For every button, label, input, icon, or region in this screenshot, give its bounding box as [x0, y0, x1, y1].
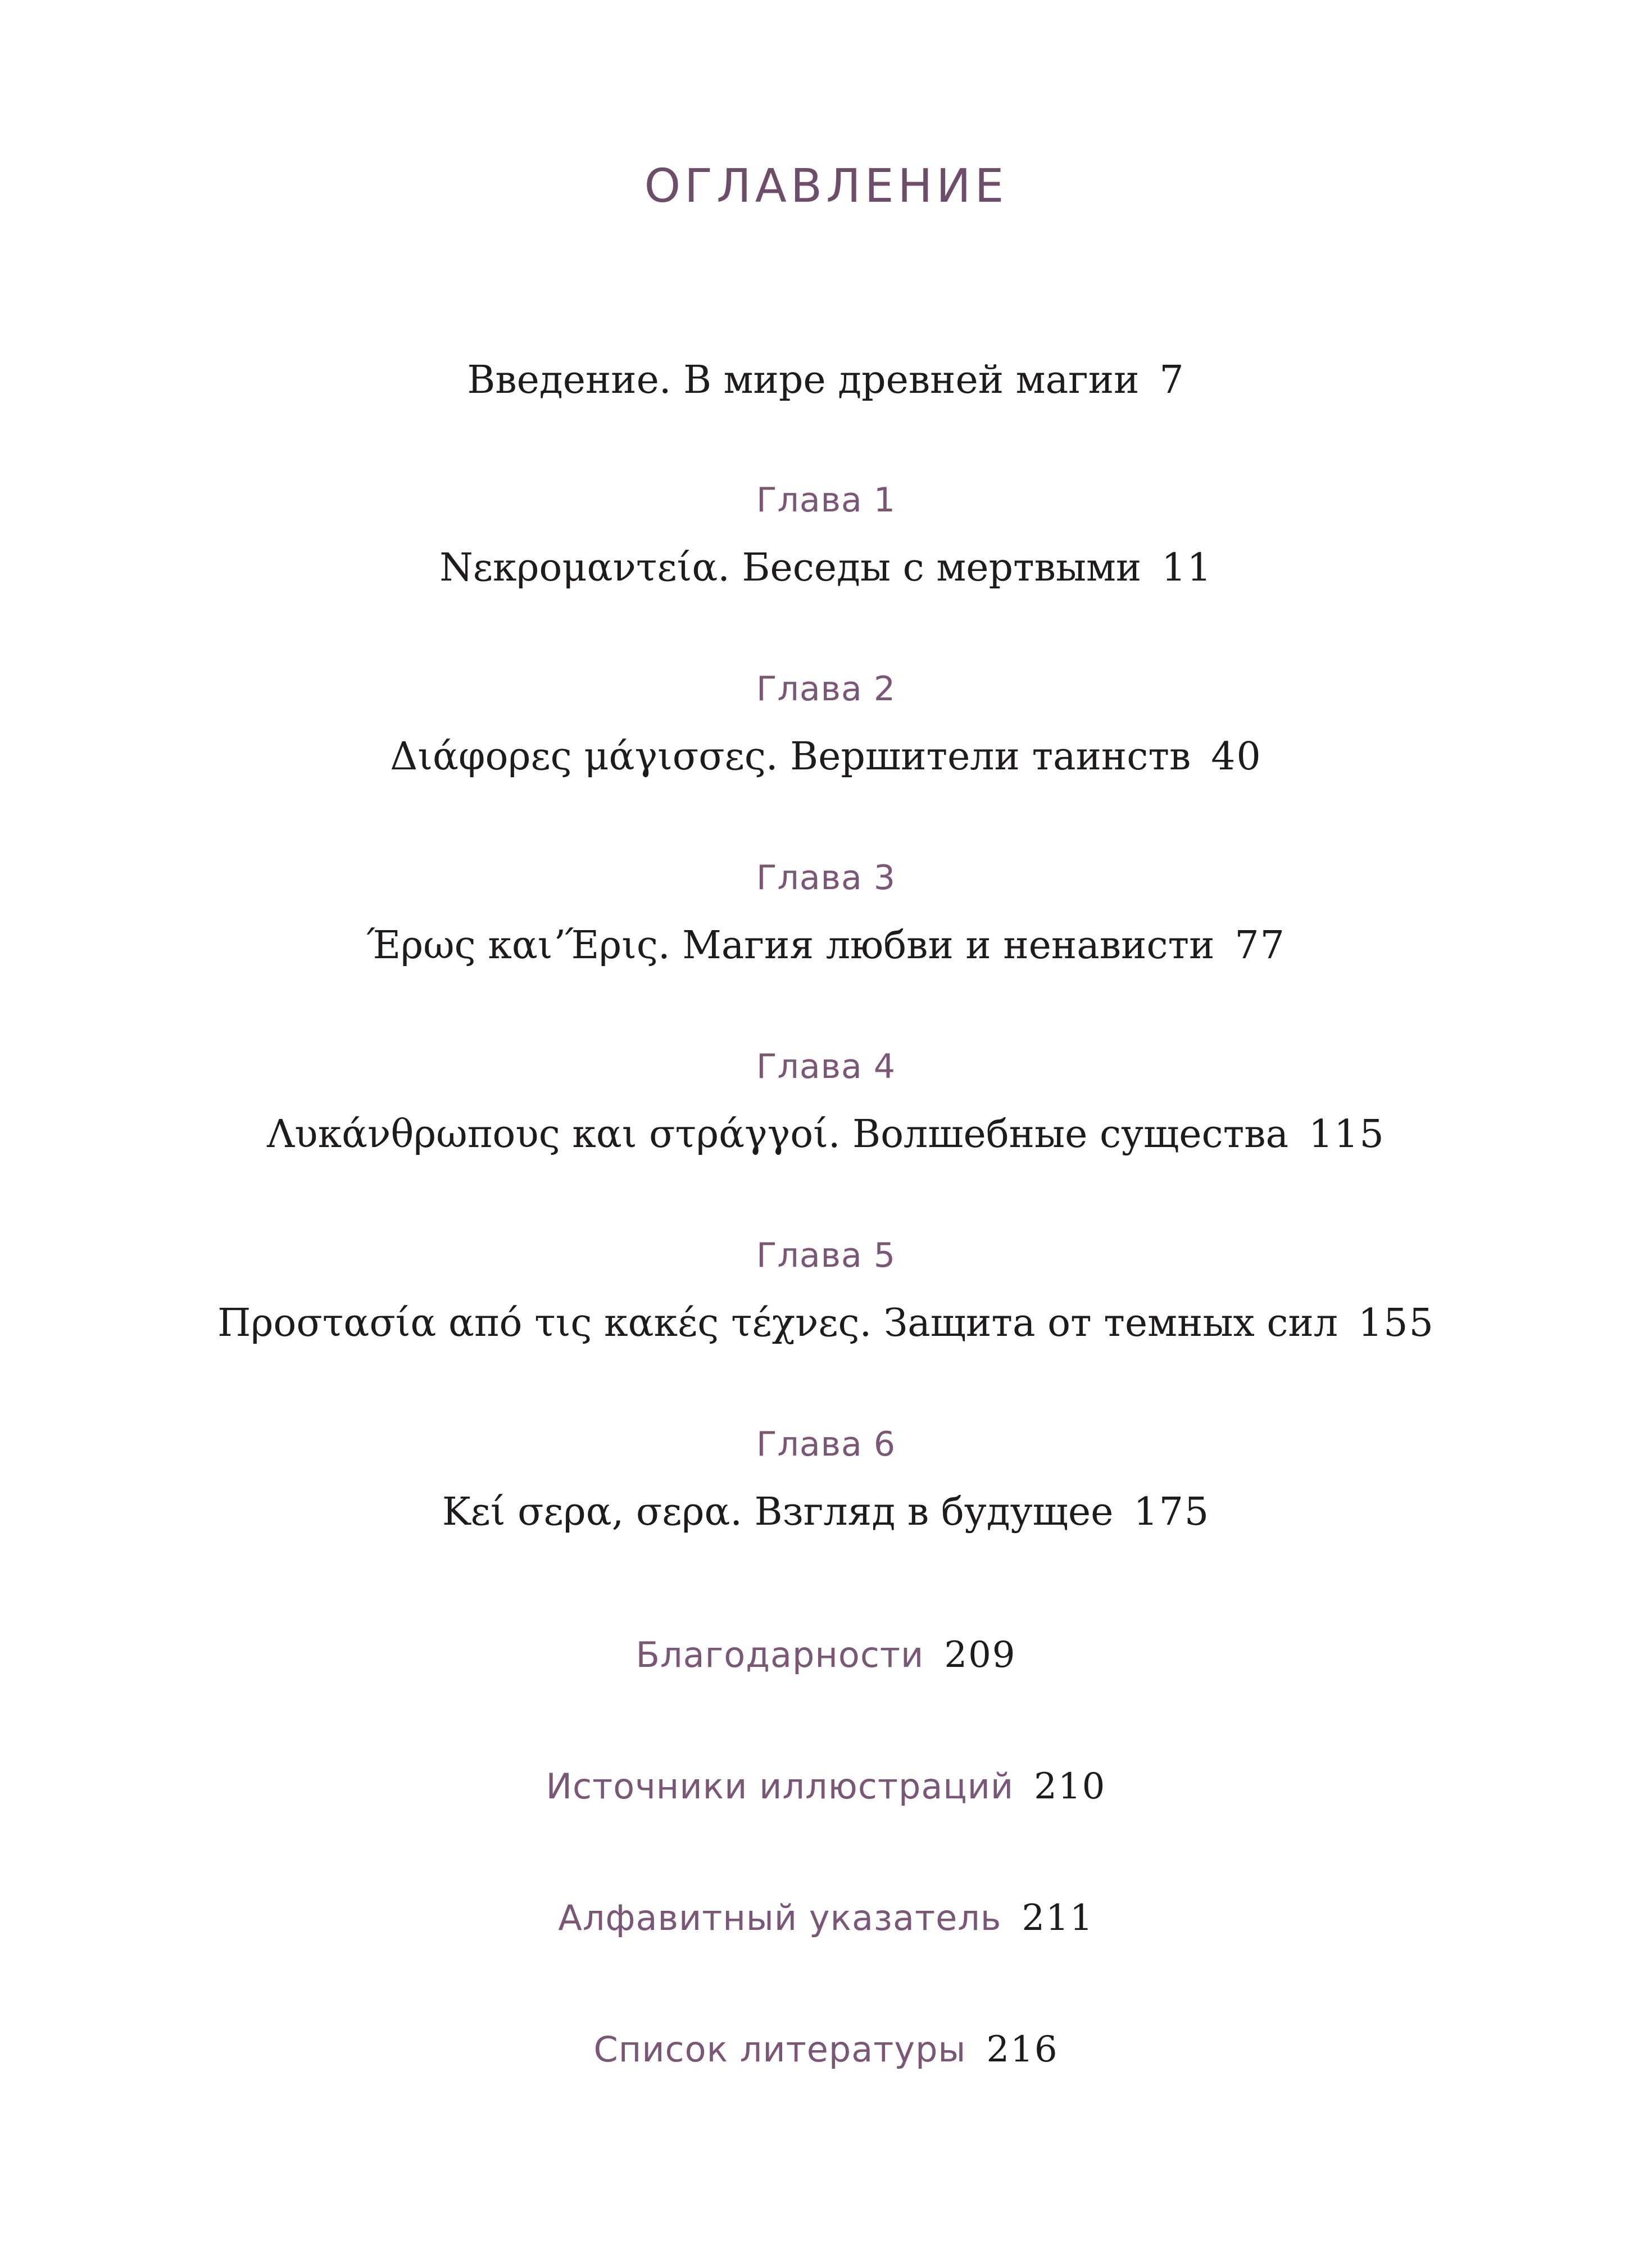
entry-title: Введение. В мире древней магии	[467, 358, 1140, 402]
toc-entry-chapter-3[interactable]	[0, 921, 1652, 971]
chapter-label-3: Глава 3	[756, 858, 896, 898]
page-number: 11	[1161, 546, 1213, 590]
page-number: 115	[1309, 1112, 1385, 1157]
toc-entry-chapter-6[interactable]	[0, 1487, 1652, 1538]
toc-entry-intro[interactable]	[0, 355, 1652, 406]
entry-title: Διάφορες μάγισσες. Вершители таинств	[390, 735, 1191, 779]
toc-entry-chapter-1[interactable]	[0, 543, 1652, 593]
page-number: 216	[986, 2029, 1059, 2070]
page-number: 210	[1034, 1766, 1106, 1807]
toc-entry-acknowledgements[interactable]	[0, 1630, 1652, 1680]
page-number: 155	[1358, 1301, 1435, 1345]
entry-title: Έρως καιʼΈρις. Магия любви и ненависти	[366, 923, 1215, 968]
toc-entry-chapter-5[interactable]	[0, 1298, 1652, 1349]
entry-title: Προστασία από τις κακές τέχνες. Защита от темных сил	[217, 1301, 1338, 1345]
page-number: 7	[1159, 358, 1185, 402]
toc-entry-bibliography[interactable]	[0, 2024, 1652, 2075]
entry-title: Источники иллюстраций	[546, 1766, 1014, 1807]
page-number: 211	[1022, 1897, 1094, 1939]
page-number: 175	[1133, 1490, 1210, 1534]
chapter-label-6: Глава 6	[756, 1425, 896, 1464]
page-number: 77	[1235, 923, 1286, 968]
entry-title: Алфавитный указатель	[558, 1897, 1002, 1938]
entry-title: Κεί σερα, σερα. Взгляд в будущее	[442, 1490, 1114, 1534]
chapter-label-4: Глава 4	[756, 1047, 896, 1086]
page-number: 209	[944, 1634, 1016, 1676]
chapter-label-1: Глава 1	[756, 481, 896, 520]
toc-entry-chapter-2[interactable]	[0, 732, 1652, 782]
page-title: ОГЛАВЛЕНИЕ	[644, 160, 1008, 213]
toc-entry-illustration-sources[interactable]	[0, 1761, 1652, 1812]
chapter-label-2: Глава 2	[756, 669, 896, 709]
toc-entry-index[interactable]	[0, 1893, 1652, 1943]
page-number: 40	[1211, 735, 1262, 779]
entry-title: Список литературы	[593, 2029, 966, 2070]
toc-entry-chapter-4[interactable]	[0, 1109, 1652, 1160]
entry-title: Благодарности	[636, 1634, 924, 1675]
entry-title: Νεκρομαντεία. Беседы с мертвыми	[439, 546, 1142, 590]
entry-title: Λυκάνθρωπους και στράγγοί. Волшебные существа	[267, 1112, 1289, 1157]
chapter-label-5: Глава 5	[756, 1236, 896, 1275]
